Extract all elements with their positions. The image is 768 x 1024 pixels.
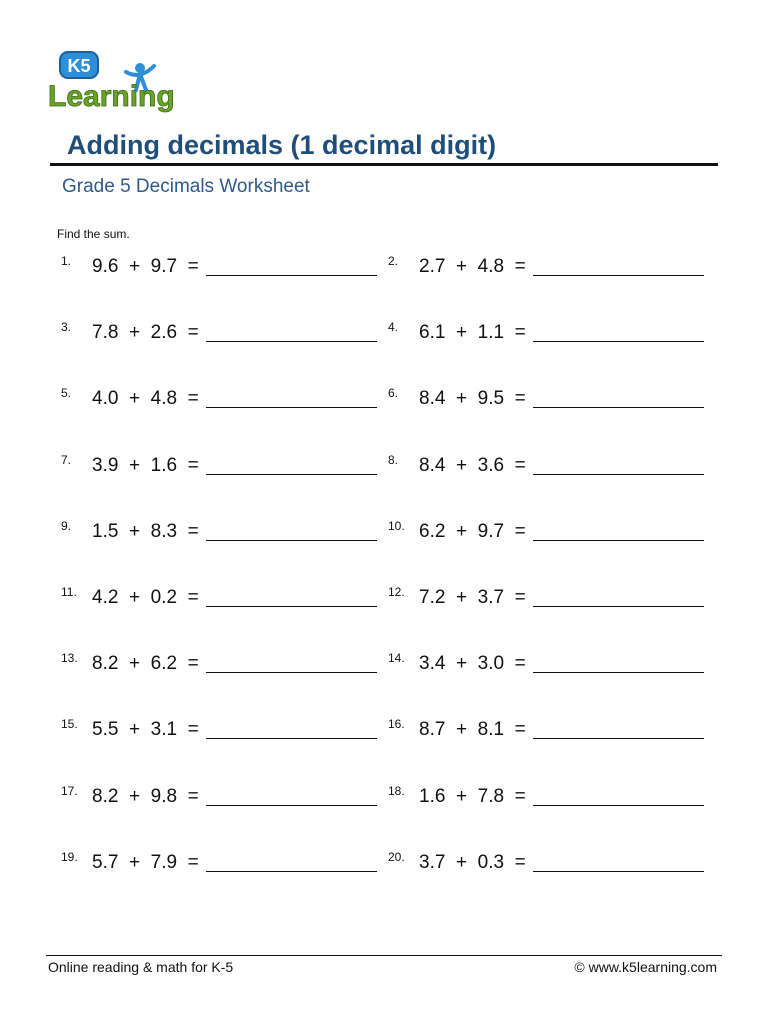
problem-expression: 7.8 + 2.6 = bbox=[92, 322, 199, 344]
answer-blank[interactable] bbox=[206, 540, 377, 541]
problem-item bbox=[388, 320, 708, 348]
problem-number: 6. bbox=[388, 386, 399, 401]
problem-item bbox=[61, 519, 381, 547]
problem-number: 16. bbox=[388, 717, 405, 732]
problem-item bbox=[61, 254, 381, 282]
problem-item bbox=[388, 784, 708, 812]
problem-expression: 7.2 + 3.7 = bbox=[419, 587, 526, 608]
problem-expression: 4.2 + 0.2 = bbox=[92, 587, 199, 608]
problem-expression: 6.1 + 1.1 = bbox=[419, 322, 526, 344]
problem-number: 2. bbox=[388, 254, 399, 268]
answer-blank[interactable] bbox=[533, 275, 704, 276]
problem-number: 3. bbox=[61, 320, 72, 335]
answer-blank[interactable] bbox=[206, 606, 377, 607]
answer-blank[interactable] bbox=[206, 275, 377, 276]
problem-item bbox=[388, 453, 708, 481]
answer-blank[interactable] bbox=[206, 341, 377, 342]
problem-item bbox=[388, 717, 708, 745]
problem-expression: 8.2 + 6.2 = bbox=[92, 653, 199, 675]
answer-blank[interactable] bbox=[206, 672, 377, 673]
answer-blank[interactable] bbox=[206, 738, 377, 739]
answer-blank[interactable] bbox=[206, 474, 377, 475]
problem-item bbox=[61, 784, 381, 812]
problem-item bbox=[61, 850, 381, 878]
problem-expression: 8.2 + 9.8 = bbox=[92, 785, 199, 807]
problem-expression: 3.9 + 1.6 = bbox=[92, 454, 199, 476]
answer-blank[interactable] bbox=[533, 341, 704, 342]
problem-expression: 1.6 + 7.8 = bbox=[419, 785, 526, 807]
page-subtitle: Grade 5 Decimals Worksheet bbox=[62, 176, 310, 197]
answer-blank[interactable] bbox=[533, 871, 704, 872]
answer-blank[interactable] bbox=[533, 738, 704, 739]
problem-number: 12. bbox=[388, 585, 405, 599]
problem-number: 17. bbox=[61, 783, 78, 798]
problem-item bbox=[388, 386, 708, 414]
problem-item bbox=[388, 585, 708, 613]
problem-item bbox=[61, 717, 381, 745]
answer-blank[interactable] bbox=[206, 871, 377, 872]
page-title: Adding decimals (1 decimal digit) bbox=[67, 130, 497, 160]
problem-number: 1. bbox=[61, 254, 72, 268]
answer-blank[interactable] bbox=[206, 407, 377, 408]
problem-item bbox=[61, 453, 381, 481]
problem-number: 18. bbox=[388, 783, 405, 798]
problem-expression: 3.7 + 0.3 = bbox=[419, 851, 526, 873]
problem-number: 7. bbox=[61, 452, 72, 467]
problem-item bbox=[61, 651, 381, 679]
title-divider bbox=[50, 163, 718, 166]
answer-blank[interactable] bbox=[206, 805, 377, 806]
problem-expression: 5.7 + 7.9 = bbox=[92, 851, 199, 873]
problem-expression: 5.5 + 3.1 = bbox=[92, 719, 199, 741]
problem-number: 4. bbox=[388, 320, 399, 335]
problem-item bbox=[61, 386, 381, 414]
problem-expression: 1.5 + 8.3 = bbox=[92, 520, 199, 542]
answer-blank[interactable] bbox=[533, 540, 704, 541]
answer-blank[interactable] bbox=[533, 474, 704, 475]
problem-expression: 9.6 + 9.7 = bbox=[92, 256, 199, 277]
problem-number: 13. bbox=[61, 651, 78, 666]
problem-number: 20. bbox=[388, 849, 405, 864]
answer-blank[interactable] bbox=[533, 672, 704, 673]
problem-item bbox=[61, 320, 381, 348]
problem-expression: 4.0 + 4.8 = bbox=[92, 388, 199, 410]
problem-number: 9. bbox=[61, 518, 72, 533]
problem-number: 11. bbox=[61, 585, 77, 599]
problem-item bbox=[388, 850, 708, 878]
problem-item bbox=[388, 254, 708, 282]
problem-expression: 8.4 + 9.5 = bbox=[419, 388, 526, 410]
logo-wordmark: Learning bbox=[48, 80, 175, 113]
problem-expression: 8.4 + 3.6 = bbox=[419, 454, 526, 476]
problem-number: 10. bbox=[388, 518, 405, 533]
k5-badge-text: K5 bbox=[67, 56, 91, 76]
problem-item bbox=[388, 519, 708, 547]
footer-website: © www.k5learning.com bbox=[574, 959, 717, 975]
answer-blank[interactable] bbox=[533, 805, 704, 806]
k5-learning-logo bbox=[46, 50, 188, 114]
problem-item bbox=[388, 651, 708, 679]
footer-tagline: Online reading & math for K-5 bbox=[48, 959, 234, 975]
problem-expression: 3.4 + 3.0 = bbox=[419, 653, 526, 675]
problem-number: 15. bbox=[61, 717, 78, 732]
problem-number: 14. bbox=[388, 651, 405, 666]
problem-number: 5. bbox=[61, 386, 72, 401]
problem-number: 8. bbox=[388, 452, 399, 467]
instructions: Find the sum. bbox=[57, 227, 130, 241]
answer-blank[interactable] bbox=[533, 407, 704, 408]
problem-expression: 2.7 + 4.8 = bbox=[419, 256, 526, 277]
problem-item bbox=[61, 585, 381, 613]
problem-expression: 6.2 + 9.7 = bbox=[419, 520, 526, 542]
footer-divider bbox=[46, 955, 722, 956]
problem-number: 19. bbox=[61, 849, 78, 864]
problem-expression: 8.7 + 8.1 = bbox=[419, 719, 526, 741]
answer-blank[interactable] bbox=[533, 606, 704, 607]
